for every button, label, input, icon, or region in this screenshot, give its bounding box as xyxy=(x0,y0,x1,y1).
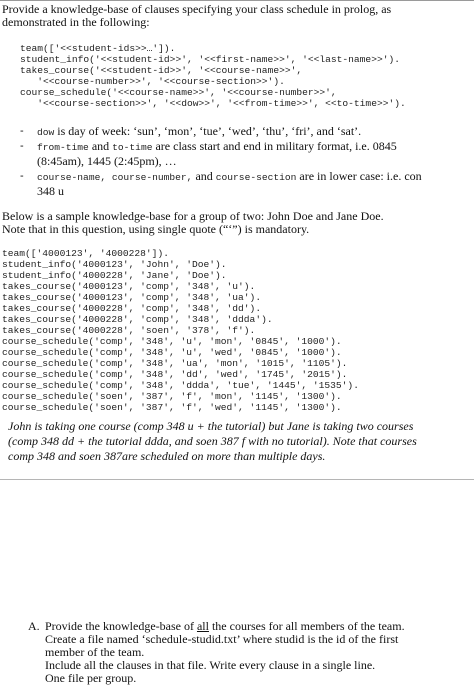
inline-code: dow xyxy=(37,127,55,138)
bullet-line xyxy=(37,124,471,140)
bullet-marker: - xyxy=(20,140,24,152)
code-line: student_info('4000123', 'John', 'Doe'). xyxy=(2,259,227,270)
bullet-line xyxy=(37,154,471,169)
bullet-text: and xyxy=(88,139,113,153)
task-line-1-end: the courses for all members of the team. xyxy=(208,619,405,633)
section-divider xyxy=(0,479,474,480)
note-line-2: (comp 348 dd + the tutorial ddda, and soen 387 f with no tutorial). Note that courses xyxy=(8,434,417,448)
intro-line-2: demonstrated in the following: xyxy=(2,15,150,29)
inline-code: from-time xyxy=(37,142,89,153)
bullet-text: 348 u xyxy=(37,184,64,198)
bullet-text: is day of week: ‘sun’, ‘mon’, ‘tue’, ‘wed’, ‘thu’, ‘fri’, and ‘sat’. xyxy=(54,124,362,138)
sample-intro-line-1: Below is a sample knowledge-base for a group of two: John Doe and Jane Doe. xyxy=(2,209,384,223)
bullet-text: and xyxy=(192,169,216,183)
task-line: One file per group. xyxy=(45,671,137,685)
bullet-text: are in lower case: i.e. con xyxy=(296,169,422,183)
task-emphasis: all xyxy=(196,619,209,633)
sample-intro-line-2: Note that in this question, using single quote (“‘”) is mandatory. xyxy=(2,222,310,236)
code-line: course_schedule('<<course-name>>', '<<course-number>>', xyxy=(20,87,337,98)
code-line: takes_course('4000228', 'comp', '348', 'dd'). xyxy=(2,303,262,314)
code-line: takes_course('4000123', 'comp', '348', 'ua'). xyxy=(2,292,262,303)
code-line: course_schedule('soen', '387', 'f', 'mon', '1145', '1300'). xyxy=(2,391,342,402)
code-line: student_info('<<student-id>>', '<<first-name>>', '<<last-name>>'). xyxy=(20,54,400,65)
code-line: course_schedule('soen', '387', 'f', 'wed', '1145', '1300'). xyxy=(2,402,342,413)
bullet-line xyxy=(37,169,471,185)
inline-code: course-name, course-number, xyxy=(37,172,193,183)
task-line-1-start: Provide the knowledge-base of xyxy=(45,619,197,633)
code-line: '<<course-section>>', '<<dow>>', '<<from-time>>', <<to-time>>'). xyxy=(20,98,406,109)
code-line: takes_course('4000228', 'comp', '348', 'ddda'). xyxy=(2,314,273,325)
code-line: '<<course-number>>', '<<course-section>>'). xyxy=(20,76,285,87)
bullet-text: (8:45am), 1445 (2:45pm), … xyxy=(37,154,177,168)
bullet-marker: - xyxy=(20,170,24,182)
inline-code: to-time xyxy=(112,142,153,153)
code-line: course_schedule('comp', '348', 'ua', 'mon', '1015', '1105'). xyxy=(2,358,348,369)
code-line: takes_course('4000123', 'comp', '348', 'u'). xyxy=(2,281,256,292)
code-line: team(['<<student-ids>>…']). xyxy=(20,43,176,54)
code-line: course_schedule('comp', '348', 'u', 'wed', '0845', '1000'). xyxy=(2,347,342,358)
task-line: Include all the clauses in that file. Write every clause in a single line. xyxy=(45,658,376,672)
note-line-3: comp 348 and soen 387are scheduled on more than multiple days. xyxy=(8,449,326,463)
top-divider xyxy=(0,0,474,1)
bullet-line xyxy=(37,184,471,199)
intro-line-1: Provide a knowledge-base of clauses specifying your class schedule in prolog, as xyxy=(2,2,392,16)
code-line: course_schedule('comp', '348', 'dd', 'wed', '1745', '2015'). xyxy=(2,369,348,380)
code-line: team(['4000123', '4000228']). xyxy=(2,248,169,259)
code-line: course_schedule('comp', '348', 'u', 'mon', '0845', '1000'). xyxy=(2,336,342,347)
code-line: student_info('4000228', 'Jane', 'Doe'). xyxy=(2,270,227,281)
task-line: member of the team. xyxy=(45,645,145,659)
code-line: course_schedule('comp', '348', 'ddda', 'tue', '1445', '1535'). xyxy=(2,380,359,391)
bullet-text: are class start and end in military format, i.e. 0845 xyxy=(152,139,397,153)
code-line: takes_course('4000228', 'soen', '378', 'f'). xyxy=(2,325,256,336)
inline-code: course-section xyxy=(215,172,297,183)
task-line: Create a file named ‘schedule-studid.txt’ where studid is the id of the first xyxy=(45,632,399,646)
task-marker: A. xyxy=(28,619,40,633)
code-line: takes_course('<<student-id>>', '<<course-name>>', xyxy=(20,65,303,76)
note-line-1: John is taking one course (comp 348 u + the tutorial) but Jane is taking two courses xyxy=(8,419,414,433)
bullet-line xyxy=(37,139,471,155)
bullet-marker: - xyxy=(20,125,24,137)
